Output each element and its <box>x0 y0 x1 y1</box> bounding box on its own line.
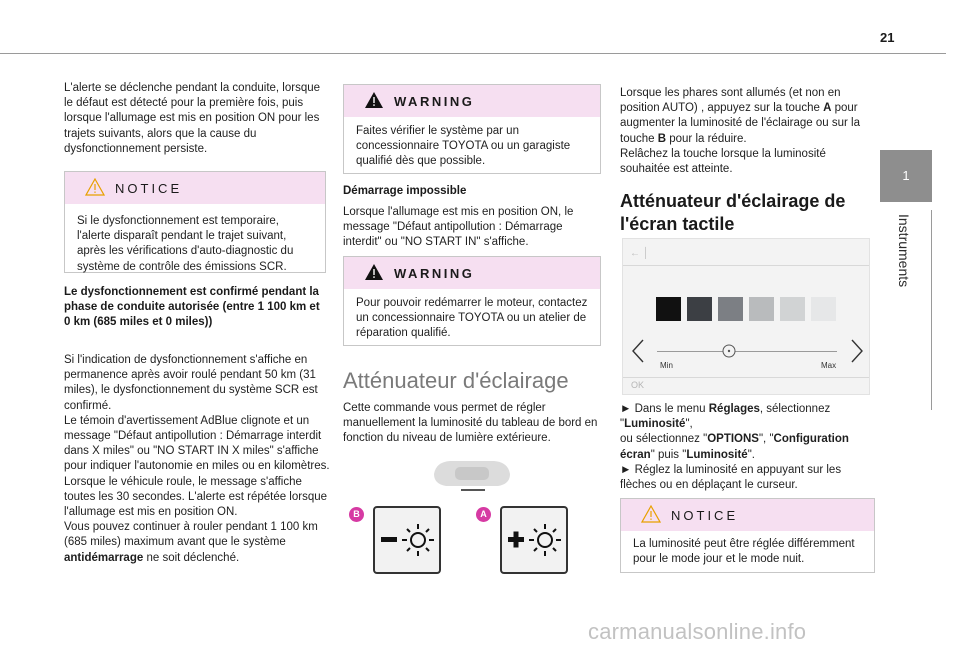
col1-body-3: Lorsque le véhicule roule, le message s'affiche toutes les 30 secondes. L'alerte est répétée lorsque l'allumage est mis en position ON. <box>64 475 328 519</box>
warning-header <box>344 85 600 117</box>
dim-up-button[interactable] <box>500 506 568 574</box>
minus-sun-icon <box>375 508 439 572</box>
chevron-left-icon[interactable] <box>631 339 645 363</box>
dim-down-button[interactable] <box>373 506 441 574</box>
notice-text: La luminosité peut être réglée différemment pour le mode jour et le mode nuit. <box>633 538 855 566</box>
slider-thumb[interactable] <box>722 344 736 358</box>
brightness-slider[interactable] <box>657 351 837 352</box>
section-title-dimmer: Atténuateur d'éclairage <box>343 368 569 393</box>
col1-intro: L'alerte se déclenche pendant la conduite, lorsque le défaut est détecté pour la première fois, puis lorsque l'allumage est mis en position ON pour les trajets suivants, alors que la cause du dysfonctionnement persiste. <box>64 82 321 155</box>
warning-text: Faites vérifier le système par un concessionnaire TOYOTA ou un garagiste qualifié dès que possible. <box>356 125 571 168</box>
col1-body-1: Si l'indication de dysfonctionnement s'affiche en permanence après avoir roulé pendant 50 km (31 miles), le dysfonctionnement du système SCR est confirmé. <box>64 354 318 412</box>
brightness-swatch[interactable] <box>656 297 681 321</box>
step-1: ► Dans le menu Réglages, sélectionnez "Luminosité", ou sélectionnez "OPTIONS", "Configuration écran" puis "Luminosité". <box>620 403 849 461</box>
col2-body: Lorsque l'allumage est mis en position ON, le message "Défaut antipollution : Démarrage interdit" ou "NO START IN" s'affiche. <box>343 206 574 249</box>
brightness-swatch[interactable] <box>780 297 805 321</box>
col1-body <box>64 353 330 566</box>
plus-sun-icon <box>502 508 566 572</box>
chapter-title: Instruments <box>896 214 912 288</box>
notice-text: Si le dysfonctionnement est temporaire, l'alerte disparaît pendant le trajet suivant, après les vérifications d'auto-diagnostic du système de contrôle des émissions SCR. <box>77 215 294 273</box>
side-divider <box>931 210 932 410</box>
col3-intro: Lorsque les phares sont allumés (et non en position AUTO) , appuyez sur la touche A pour augmenter la luminosité de l'éclairage ou sur la touche B pour la réduire. Relâchez la touche lorsque la luminosité souhaitée est atteinte. <box>620 87 860 176</box>
chapter-number: 1 <box>902 168 910 183</box>
min-label: Min <box>660 361 673 370</box>
header-divider <box>0 53 946 54</box>
watermark: carmanualsonline.info <box>588 619 807 644</box>
back-arrow-icon[interactable]: ← │ <box>630 248 650 259</box>
notice-title: NOTICE <box>115 181 183 196</box>
badge-b: B <box>349 507 364 522</box>
col1-body-2: Le témoin d'avertissement AdBlue clignote et un message "Défaut antipollution : Démarrage interdit dans X miles" ou "NO START IN X miles" s'affiche pour indiquer l'autonomie en miles ou en kilomètres. <box>64 414 330 473</box>
badge-a: A <box>476 507 491 522</box>
chevron-right-icon[interactable] <box>850 339 864 363</box>
warning-header <box>344 257 600 289</box>
caution-outline-icon <box>641 505 661 523</box>
col2-subheading: Démarrage impossible <box>343 185 467 197</box>
antidemarrage-term: antidémarrage <box>64 551 144 564</box>
brightness-swatch[interactable] <box>687 297 712 321</box>
dashboard-illustration <box>428 456 516 496</box>
page-number: 21 <box>880 30 895 45</box>
step-2: ► Réglez la luminosité en appuyant sur les flèches ou en déplaçant le curseur. <box>620 463 842 492</box>
col1-subheading: Le dysfonctionnement est confirmé pendant la phase de conduite autorisée (entre 1 100 km et 0 km (685 miles et 0 miles)) <box>64 286 320 328</box>
col2-section-body: Cette commande vous permet de régler manuellement la luminosité du tableau de bord en fonction du niveau de lumière extérieure. <box>343 402 598 445</box>
warning-box-1 <box>343 84 601 174</box>
chapter-tab[interactable] <box>880 150 932 202</box>
notice-box-2 <box>620 498 875 573</box>
ok-button[interactable]: OK <box>631 380 645 390</box>
warning-box-2 <box>343 256 601 346</box>
brightness-swatch[interactable] <box>749 297 774 321</box>
col3-steps <box>620 402 876 493</box>
caution-outline-icon <box>85 178 105 196</box>
brightness-swatch[interactable] <box>811 297 836 321</box>
section-title-touchscreen: Atténuateur d'éclairage de l'écran tactile <box>620 191 846 234</box>
warning-icon <box>364 263 384 281</box>
brightness-screen <box>622 238 870 395</box>
warning-text: Pour pouvoir redémarrer le moteur, contactez un concessionnaire TOYOTA ou un atelier de réparation qualifié. <box>356 297 588 340</box>
notice-box-1 <box>64 171 326 273</box>
notice-header <box>65 172 325 204</box>
warning-title: WARNING <box>394 266 475 281</box>
warning-icon <box>364 91 384 109</box>
warning-title: WARNING <box>394 94 475 109</box>
col1-body-4: Vous pouvez continuer à rouler pendant 1 100 km (685 miles) maximum avant que le système antidémarrage ne soit déclenché. <box>64 521 318 564</box>
notice-title: NOTICE <box>671 508 739 523</box>
notice-header <box>621 499 874 531</box>
brightness-swatch[interactable] <box>718 297 743 321</box>
max-label: Max <box>821 361 837 370</box>
